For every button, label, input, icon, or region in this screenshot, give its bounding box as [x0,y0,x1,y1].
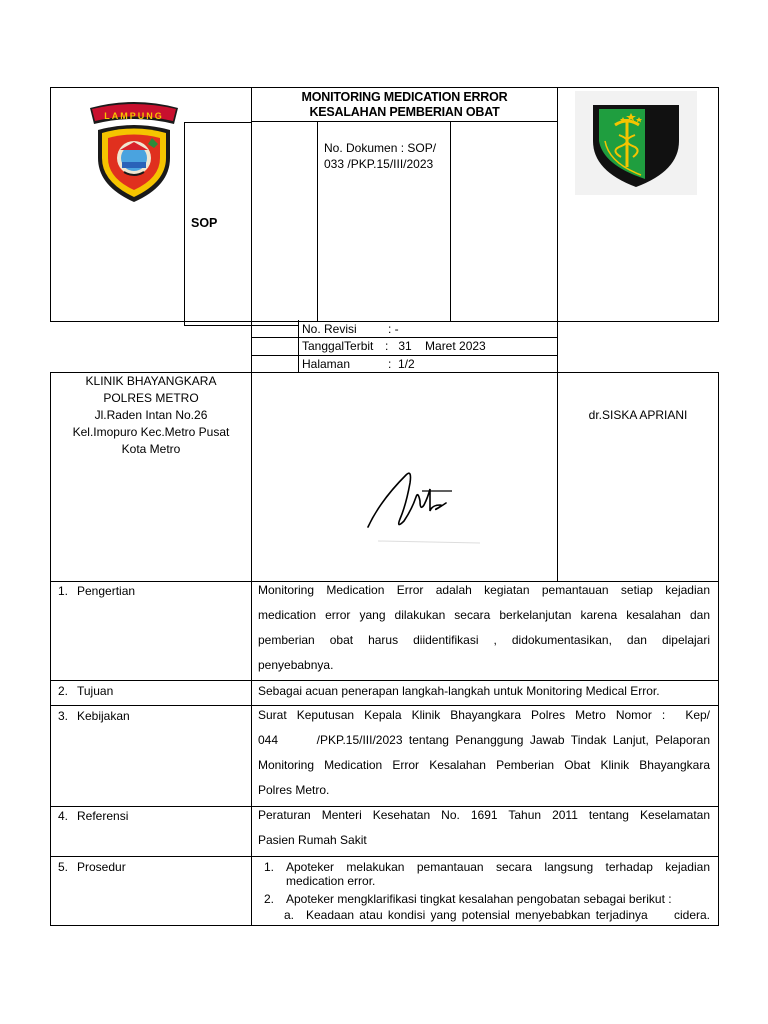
row-kebijakan-number: 3. [58,709,69,723]
prosedur-sub-a [258,908,710,922]
caduceus-shield-icon [575,91,697,195]
polda-lampung-logo [86,98,182,206]
row-tujuan-number: 2. [58,684,69,698]
clinic-divider-left [251,372,252,582]
doc-number-line-2: 033 /PKP.15/III/2023 [324,157,434,171]
clinic-address [51,373,251,458]
row-tujuan-label: Tujuan [77,684,114,698]
halaman-value: : 1/2 [388,357,415,371]
kebijakan-line-2: 044 /PKP.15/III/2023 tentang Penanggung Jawab Tindak Lanjut, Pelaporan [258,733,710,747]
prosedur-sub-a-text: Keadaan atau kondisi yang potensial menyebabkan terjadinya cidera. [306,908,710,922]
inner-divider-b [450,122,451,321]
clinic-city: Kota Metro [121,442,181,456]
clinic-name-line-2: POLRES METRO [103,391,199,405]
title-line-1: MONITORING MEDICATION ERROR [301,90,508,104]
row-line-4 [50,856,719,857]
document-number [324,140,448,172]
clinic-divider-right [557,372,558,582]
revisi-value: : - [388,322,399,336]
prosedur-item-1-line-2: medication error. [286,874,376,888]
prosedur-item-2 [258,892,710,906]
row-kebijakan-label: Kebijakan [77,709,130,723]
header-divider-right [557,87,558,322]
revision-row-line-1 [251,337,558,338]
row-referensi-number: 4. [58,809,69,823]
clinic-name-line-1: KLINIK BHAYANGKARA [85,374,217,388]
pengertian-line-4: penyebabnya. [258,658,334,672]
referensi-line-2: Pasien Rumah Sakit [258,833,367,847]
polda-lampung-shield-icon [86,98,182,206]
document-title [252,90,557,120]
kebijakan-line-3: Monitoring Medication Error Kesalahan Pemberian Obat Klinik Bhayangkara [258,758,710,772]
pengertian-text [258,578,710,678]
prosedur-item-1-number: 1. [264,860,275,874]
prosedur-item-1-line-1: Apoteker melakukan pemantauan secara langsung terhadap kejadian [286,860,710,874]
doc-number-line-1: No. Dokumen : SOP/ [324,141,437,155]
right-logo-box [575,91,697,195]
revision-divider [298,320,299,373]
signatory-name: dr.SISKA APRIANI [588,408,688,422]
halaman-label: Halaman [302,357,351,371]
tujuan-text: Sebagai acuan penerapan langkah-langkah untuk Monitoring Medical Error. [258,684,660,698]
body-divider [251,581,252,926]
pengertian-line-1: Monitoring Medication Error adalah kegiatan pemantauan setiap kejadian [258,583,710,597]
prosedur-item-2-line-1: Apoteker mengklarifikasi tingkat kesalahan pengobatan sebagai berikut : [286,892,672,906]
signature [360,461,482,547]
row-prosedur-label: Prosedur [77,860,126,874]
row-pengertian-number: 1. [58,584,69,598]
prosedur-item-1 [258,860,710,888]
clinic-street: Jl.Raden Intan No.26 [94,408,208,422]
tanggal-value: : 31 Maret 2023 [385,339,486,353]
referensi-line-1: Peraturan Menteri Kesehatan No. 1691 Tahun 2011 tentang Keselamatan [258,808,710,822]
row-line-1 [50,680,719,681]
row-referensi-label: Referensi [77,809,129,823]
kebijakan-line-1: Surat Keputusan Kepala Klinik Bhayangkara Polres Metro Nomor : Kep/ [258,708,710,722]
title-line-2: KESALAHAN PEMBERIAN OBAT [309,105,500,119]
handwritten-signature-icon [360,461,482,547]
pengertian-line-2: medication error yang dilakukan secara berkelanjutan karena kesalahan dan [258,608,710,622]
row-pengertian-label: Pengertian [77,584,136,598]
revisi-label: No. Revisi [302,322,357,336]
title-bottom-line [251,121,558,122]
kebijakan-line-4: Polres Metro. [258,783,330,797]
logo-text: LAMPUNG [104,111,164,121]
prosedur-sub-a-letter: a. [284,908,295,922]
row-prosedur-number: 5. [58,860,69,874]
tanggal-label: TanggalTerbit [302,339,374,353]
clinic-district: Kel.Imopuro Kec.Metro Pusat [72,425,230,439]
referensi-text [258,803,710,853]
prosedur-item-2-number: 2. [264,892,275,906]
pengertian-line-3: pemberian obat harus diidentifikasi , didokumentasikan, dan dipelajari [258,633,710,647]
kebijakan-text [258,703,710,803]
inner-divider-a [317,122,318,321]
revision-row-line-2 [251,355,558,356]
sop-label: SOP [191,216,218,230]
prosedur-list [258,860,710,922]
